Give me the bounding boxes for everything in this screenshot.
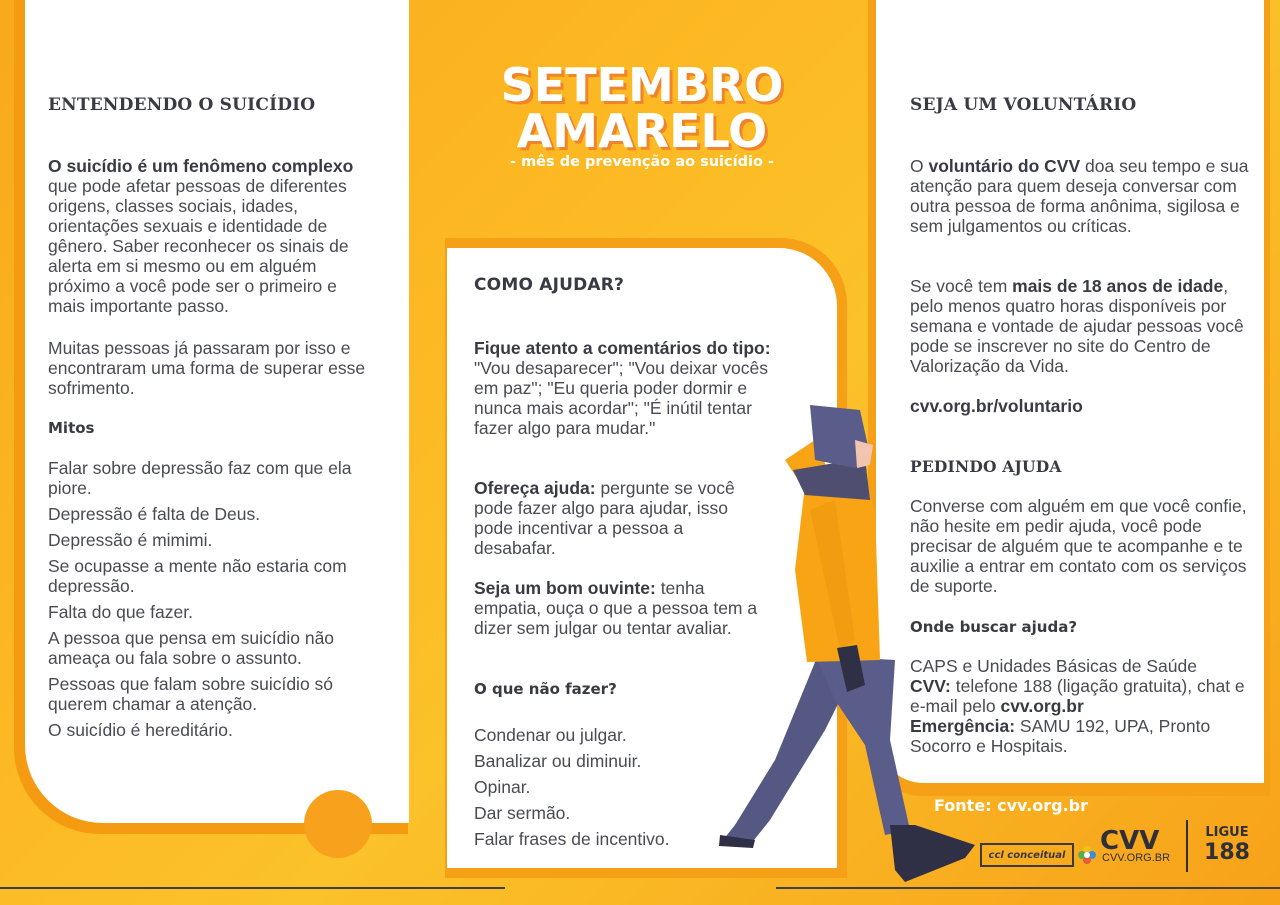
ligue-label: LIGUE [1205, 825, 1249, 840]
left-para2: Muitas pessoas já passaram por isso e encontraram uma forma de superar esse sofrimento. [48, 338, 366, 398]
myth-item: Depressão é falta de Deus. [48, 504, 261, 524]
source-text: Fonte: cvv.org.br [934, 796, 1089, 815]
cvv-site[interactable]: cvv.org.br [1000, 696, 1084, 716]
title-line-1: SETEMBRO [500, 58, 784, 112]
emergency-text: SAMU 192, UPA, Pronto Socorro e Hospitais. [910, 716, 1211, 756]
myth-item: O suicídio é hereditário. [48, 720, 233, 740]
tip-2-bold: Ofereça ajuda: [474, 478, 596, 498]
decorative-circle [304, 790, 372, 858]
bottom-rule-left [0, 887, 505, 889]
volunteer-rest: doa seu tempo e sua atenção para quem deseja conversar com outra pessoa de forma anônima, sigilosa e sem julgamentos ou críticas. [910, 156, 1249, 236]
emergency-label: Emergência: [910, 716, 1016, 736]
myth-item: Se ocupasse a mente não estaria com depressão. [48, 556, 347, 596]
tip-3-rest: tenha empatia, ouça o que a pessoa tem a dizer sem julgar ou tentar avaliar. [474, 578, 758, 638]
tip-1-bold: Fique atento a comentários do tipo: [474, 338, 771, 358]
cvv-label: CVV: [910, 676, 951, 696]
volunteer-link[interactable]: cvv.org.br/voluntario [910, 396, 1083, 416]
tip-2-rest: pergunte se você pode fazer algo para ajudar, isso pode incentivar a pessoa a desabafar. [474, 478, 735, 558]
requirements-pre: Se você tem [910, 276, 1013, 296]
requirements-text [910, 276, 1255, 376]
front-shoe [890, 825, 975, 882]
cvv-flower-icon [1077, 845, 1097, 865]
volunteer-pre: O [910, 156, 929, 176]
left-intro-rest: que pode afetar pessoas de diferentes origens, classes sociais, idades, orientações sexuais e identidade de gênero. Saber reconhecer os sinais de alerta em si mesmo ou em alguém próximo a você pode ser o primeiro e mais importante passo. [48, 176, 349, 316]
where-line-1: CAPS e Unidades Básicas de Saúde [910, 656, 1197, 676]
right-heading: SEJA UM VOLUNTÁRIO [910, 95, 1137, 115]
myths-heading: Mitos [48, 419, 95, 437]
help-heading: PEDINDO AJUDA [910, 457, 1062, 476]
myth-item: A pessoa que pensa em suicídio não ameaça ou fala sobre o assunto. [48, 628, 335, 668]
requirements-rest: , pelo menos quatro horas disponíveis por semana e vontade de ajudar pessoas você pode se inscrever no site do Centro de Valorização da Vida. [910, 276, 1244, 376]
middle-heading: COMO AJUDAR? [474, 275, 625, 295]
bottom-rule-right [776, 887, 1280, 889]
dont-item: Condenar ou julgar. [474, 725, 627, 745]
page-title [497, 58, 787, 158]
cvv-text: telefone 188 (ligação gratuita), chat e e-mail pelo [910, 676, 1245, 716]
title-line-2: AMARELO [516, 104, 768, 158]
dont-item: Dar sermão. [474, 803, 571, 823]
cvv-logo: CVV [1100, 826, 1160, 856]
myth-item: Falar sobre depressão faz com que ela piore. [48, 458, 352, 498]
left-intro [48, 156, 378, 316]
dont-heading: O que não fazer? [474, 680, 617, 698]
volunteer-text [910, 156, 1250, 236]
myth-item: Depressão é mimimi. [48, 530, 213, 550]
dont-item: Opinar. [474, 777, 531, 797]
cvv-logo-site: CVV.ORG.BR [1102, 852, 1171, 864]
walking-person-illustration [715, 400, 985, 890]
myth-item: Falta do que fazer. [48, 602, 193, 622]
where-heading: Onde buscar ajuda? [910, 618, 1078, 636]
tip-3-bold: Seja um bom ouvinte: [474, 578, 656, 598]
tip-1-rest: "Vou desaparecer"; "Vou deixar vocês em paz"; "Eu queria poder dormir e nunca mais acordar"; "É inútil tentar fazer algo para mudar." [474, 358, 768, 438]
ligue-number: 188 [1204, 840, 1250, 865]
dont-item: Banalizar ou diminuir. [474, 751, 642, 771]
page-subtitle: - mês de prevenção ao suicídio - [510, 154, 774, 170]
myth-item: Pessoas que falam sobre suicídio só querem chamar a atenção. [48, 674, 334, 714]
left-intro-bold: O suicídio é um fenômeno complexo [48, 156, 354, 176]
volunteer-bold: voluntário do CVV [928, 156, 1081, 176]
dont-item: Falar frases de incentivo. [474, 829, 670, 845]
myths-list [48, 458, 378, 746]
requirements-bold: mais de 18 anos de idade [1012, 276, 1224, 296]
help-text: Converse com alguém em que você confie, não hesite em pedir ajuda, você pode precisar de alguém que te acompanhe e te auxilie a entrar em contato com os serviços de suporte. [910, 496, 1247, 596]
logo-divider [1186, 820, 1188, 872]
sponsor-logo: ccl conceitual [980, 843, 1074, 867]
face [855, 440, 873, 468]
left-heading: ENTENDENDO O SUICÍDIO [48, 95, 316, 115]
